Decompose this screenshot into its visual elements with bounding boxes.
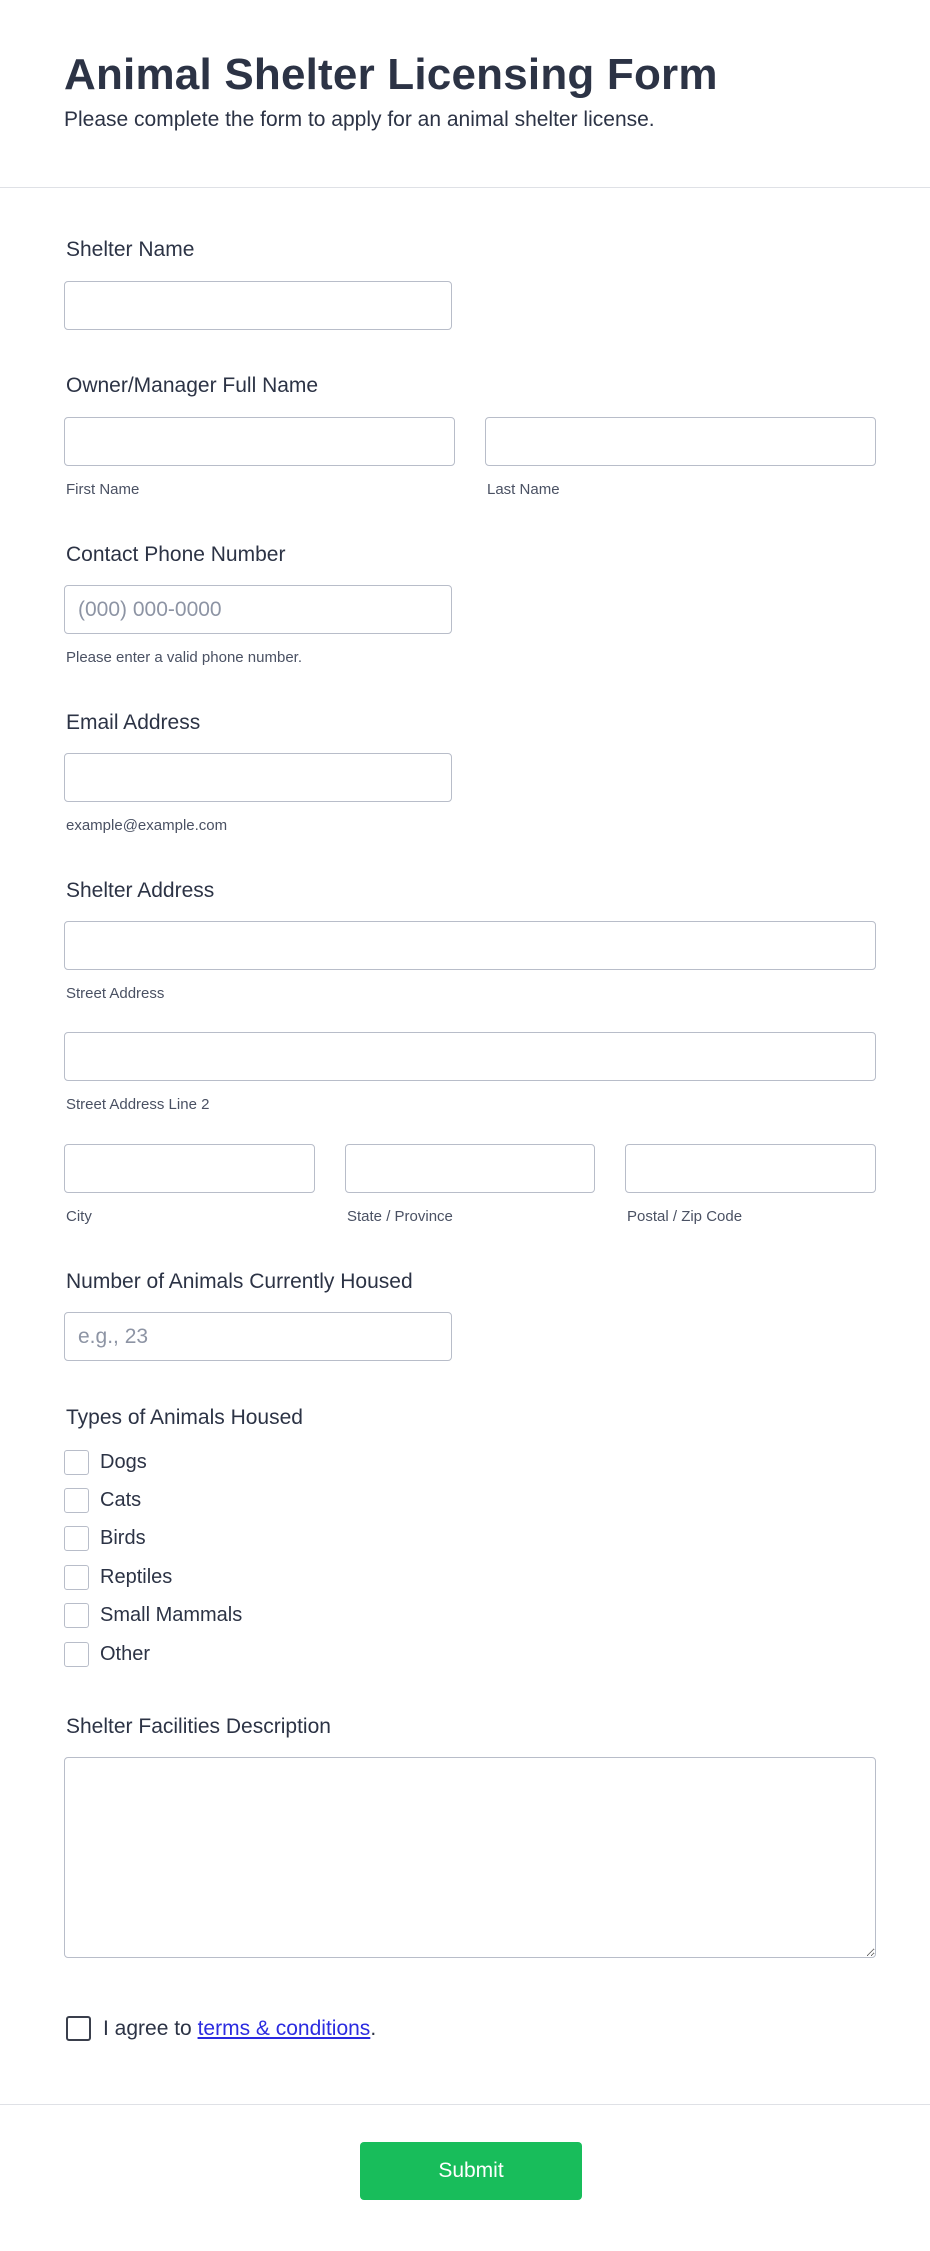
page-subtitle: Please complete the form to apply for an animal shelter license. — [64, 108, 655, 131]
phone-sublabel: Please enter a valid phone number. — [66, 649, 302, 666]
state-sublabel: State / Province — [347, 1208, 453, 1225]
state-input[interactable] — [345, 1144, 595, 1193]
owner-name-label: Owner/Manager Full Name — [66, 374, 319, 397]
birds-checkbox[interactable] — [64, 1526, 89, 1551]
street-address-input[interactable] — [64, 921, 876, 970]
shelter-name-label: Shelter Name — [66, 238, 195, 261]
facilities-textarea[interactable] — [64, 1757, 876, 1958]
animal-count-label: Number of Animals Currently Housed — [66, 1270, 413, 1293]
birds-label: Birds — [100, 1526, 146, 1549]
terms-prefix: I agree to — [103, 2016, 198, 2040]
submit-button[interactable]: Submit — [360, 2142, 582, 2200]
animal-type-option-cats[interactable] — [64, 1487, 141, 1513]
cats-checkbox[interactable] — [64, 1488, 89, 1513]
city-input[interactable] — [64, 1144, 315, 1193]
terms-checkbox[interactable] — [66, 2016, 91, 2041]
footer-divider — [0, 2104, 930, 2105]
small-mammals-label: Small Mammals — [100, 1603, 243, 1626]
street-address-line2-sublabel: Street Address Line 2 — [66, 1096, 210, 1113]
animal-types-label: Types of Animals Housed — [66, 1406, 303, 1429]
animal-type-option-other[interactable] — [64, 1641, 150, 1667]
animal-type-option-small-mammals[interactable] — [64, 1602, 242, 1628]
zip-input[interactable] — [625, 1144, 876, 1193]
animal-type-option-reptiles[interactable] — [64, 1564, 172, 1590]
other-checkbox[interactable] — [64, 1642, 89, 1667]
terms-agreement — [66, 2016, 376, 2041]
first-name-input[interactable] — [64, 417, 455, 466]
terms-suffix: . — [370, 2016, 377, 2040]
street-address-sublabel: Street Address — [66, 985, 165, 1002]
phone-input[interactable] — [64, 585, 452, 634]
animal-type-option-birds[interactable] — [64, 1525, 146, 1551]
last-name-input[interactable] — [485, 417, 876, 466]
reptiles-checkbox[interactable] — [64, 1565, 89, 1590]
first-name-sublabel: First Name — [66, 481, 140, 498]
small-mammals-checkbox[interactable] — [64, 1603, 89, 1628]
dogs-label: Dogs — [100, 1450, 147, 1473]
address-label: Shelter Address — [66, 879, 215, 902]
email-input[interactable] — [64, 753, 452, 802]
shelter-name-input[interactable] — [64, 281, 452, 330]
facilities-label: Shelter Facilities Description — [66, 1715, 331, 1738]
city-sublabel: City — [66, 1208, 92, 1225]
dogs-checkbox[interactable] — [64, 1450, 89, 1475]
phone-label: Contact Phone Number — [66, 543, 286, 566]
last-name-sublabel: Last Name — [487, 481, 560, 498]
animal-count-input[interactable] — [64, 1312, 452, 1361]
page-title: Animal Shelter Licensing Form — [64, 50, 718, 99]
zip-sublabel: Postal / Zip Code — [627, 1208, 743, 1225]
animal-type-option-dogs[interactable] — [64, 1449, 147, 1475]
reptiles-label: Reptiles — [100, 1565, 173, 1588]
other-label: Other — [100, 1642, 151, 1665]
form-header — [0, 0, 930, 188]
email-sublabel: example@example.com — [66, 817, 228, 834]
terms-link[interactable]: terms & conditions — [197, 2016, 371, 2040]
street-address-line2-input[interactable] — [64, 1032, 876, 1081]
email-label: Email Address — [66, 711, 201, 734]
terms-text — [103, 2017, 376, 2041]
cats-label: Cats — [100, 1488, 142, 1511]
